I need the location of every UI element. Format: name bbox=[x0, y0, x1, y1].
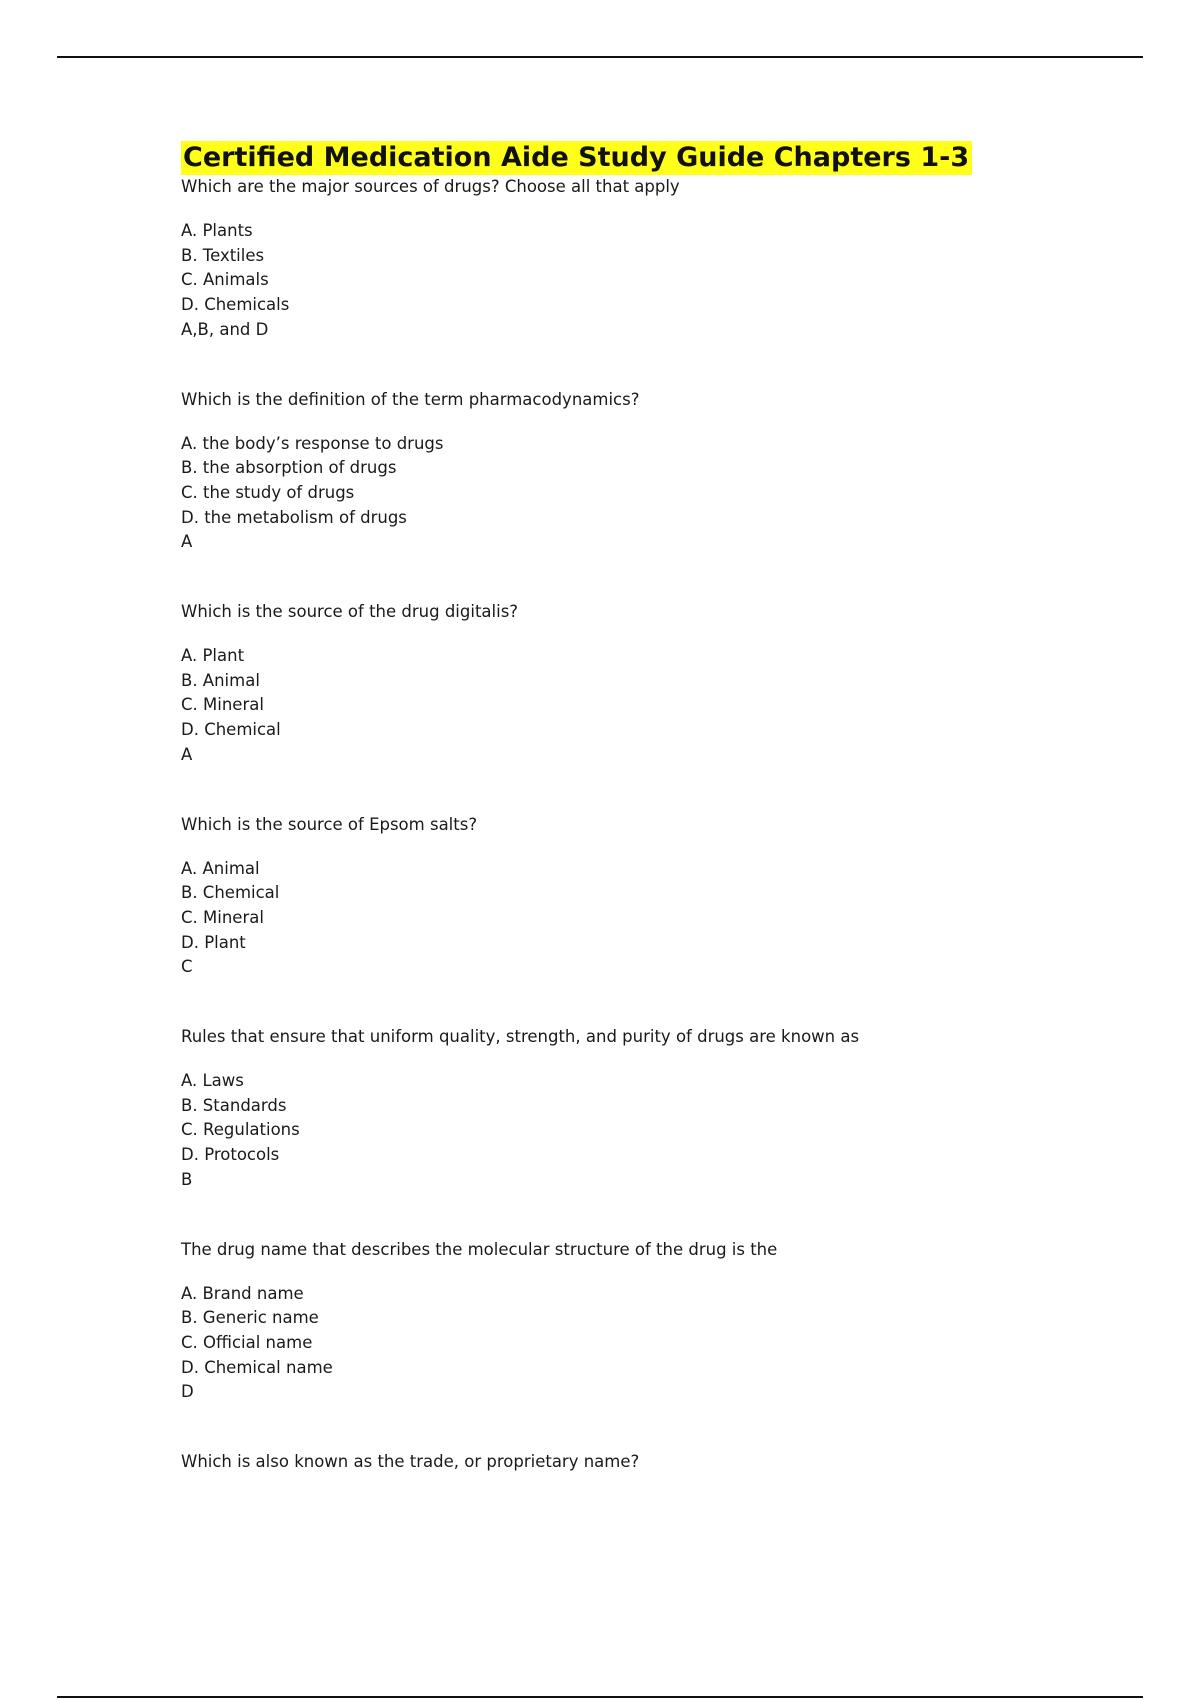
question-block-1 bbox=[181, 175, 1101, 343]
answer: A,B, and D bbox=[181, 319, 269, 339]
option-item: C. Mineral bbox=[181, 695, 264, 715]
option-item: D. the metabolism of drugs bbox=[181, 507, 407, 527]
document-title: Certified Medication Aide Study Guide Chapters 1-3 bbox=[181, 141, 972, 175]
answer: C bbox=[181, 957, 193, 977]
header-rule bbox=[57, 56, 1143, 58]
footer-rule bbox=[57, 1696, 1143, 1698]
question-prompt: Which is the definition of the term pharmacodynamics? bbox=[181, 389, 640, 409]
option-item: B. Textiles bbox=[181, 245, 265, 265]
answer: B bbox=[181, 1169, 193, 1189]
option-item: C. Official name bbox=[181, 1332, 313, 1352]
option-item: B. Standards bbox=[181, 1095, 287, 1115]
question-prompt: The drug name that describes the molecular structure of the drug is the bbox=[181, 1239, 778, 1259]
options-list bbox=[181, 857, 1101, 956]
option-item: D. Chemicals bbox=[181, 295, 290, 315]
question-block-5 bbox=[181, 1025, 1101, 1193]
option-item: C. Mineral bbox=[181, 907, 264, 927]
option-item: D. Chemical bbox=[181, 720, 281, 740]
options-list bbox=[181, 1282, 1101, 1381]
question-block-3 bbox=[181, 600, 1101, 768]
option-item: B. Animal bbox=[181, 670, 260, 690]
option-item: A. the body’s response to drugs bbox=[181, 433, 444, 453]
answer: A bbox=[181, 532, 193, 552]
option-item: A. Plants bbox=[181, 221, 253, 240]
option-item: D. Chemical name bbox=[181, 1357, 333, 1377]
option-item: A. Laws bbox=[181, 1071, 244, 1091]
option-item: A. Plant bbox=[181, 646, 245, 666]
question-prompt: Which is also known as the trade, or proprietary name? bbox=[181, 1452, 640, 1472]
options-list bbox=[181, 644, 1101, 743]
question-prompt: Rules that ensure that uniform quality, strength, and purity of drugs are known as bbox=[181, 1027, 860, 1047]
options-list bbox=[181, 1069, 1101, 1168]
option-item: B. Generic name bbox=[181, 1308, 319, 1328]
option-item: B. Chemical bbox=[181, 883, 280, 903]
option-item: D. Plant bbox=[181, 932, 246, 952]
question-block-6 bbox=[181, 1238, 1101, 1406]
option-item: B. the absorption of drugs bbox=[181, 458, 397, 478]
question-block-7 bbox=[181, 1450, 1101, 1474]
option-item: C. Animals bbox=[181, 270, 269, 290]
question-prompt: Which is the source of Epsom salts? bbox=[181, 814, 478, 834]
question-prompt: Which is the source of the drug digitalis? bbox=[181, 602, 519, 622]
option-item: A. Brand name bbox=[181, 1283, 304, 1303]
document-body bbox=[181, 141, 1101, 1474]
option-item: C. Regulations bbox=[181, 1120, 300, 1140]
option-item: A. Animal bbox=[181, 858, 260, 878]
question-block-2 bbox=[181, 388, 1101, 556]
answer: A bbox=[181, 744, 193, 764]
options-list bbox=[181, 432, 1101, 531]
question-block-4 bbox=[181, 813, 1101, 981]
answer: D bbox=[181, 1382, 194, 1402]
options-list bbox=[181, 219, 1101, 318]
question-prompt: Which are the major sources of drugs? Choose all that apply bbox=[181, 177, 680, 196]
option-item: D. Protocols bbox=[181, 1145, 280, 1165]
option-item: C. the study of drugs bbox=[181, 482, 355, 502]
